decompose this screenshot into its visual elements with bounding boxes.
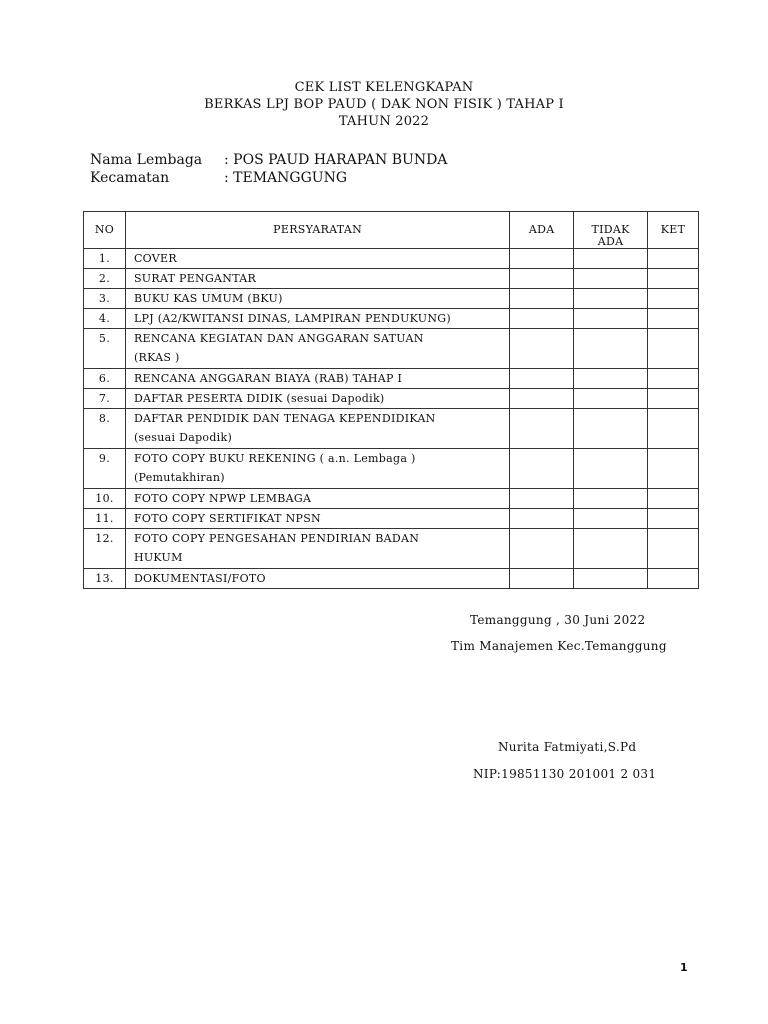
row-requirement xyxy=(125,309,509,329)
row-number: 5. xyxy=(84,329,126,369)
tidak-ada-cell xyxy=(574,529,648,569)
signature-name: Nurita Fatmiyati,S.Pd xyxy=(498,740,637,754)
tidak-ada-cell xyxy=(574,569,648,589)
institution-name-label: Nama Lembaga xyxy=(90,152,203,168)
tidak-ada-cell xyxy=(574,489,648,509)
row-number: 2. xyxy=(84,269,126,289)
table-row xyxy=(84,249,699,269)
document-title xyxy=(0,79,768,130)
ada-cell xyxy=(510,509,574,529)
row-number: 12. xyxy=(84,529,126,569)
requirement-line-1: RENCANA KEGIATAN DAN ANGGARAN SATUAN xyxy=(133,332,424,345)
table-row xyxy=(84,289,699,309)
requirement-line-1: BUKU KAS UMUM (BKU) xyxy=(133,292,283,305)
ada-cell xyxy=(510,449,574,489)
requirement-line-1: DOKUMENTASI/FOTO xyxy=(133,572,266,585)
tidak-ada-cell xyxy=(574,309,648,329)
requirement-line-1: RENCANA ANGGARAN BIAYA (RAB) TAHAP I xyxy=(133,372,403,385)
tidak-ada-cell xyxy=(574,369,648,389)
row-number: 11. xyxy=(84,509,126,529)
row-requirement xyxy=(125,569,509,589)
row-requirement xyxy=(125,489,509,509)
row-number: 7. xyxy=(84,389,126,409)
ket-cell xyxy=(648,449,699,489)
requirement-line-1: FOTO COPY BUKU REKENING ( a.n. Lembaga ) xyxy=(133,452,416,465)
requirement-line-2: (sesuai Dapodik) xyxy=(133,431,233,444)
requirement-line-1: DAFTAR PESERTA DIDIK (sesuai Dapodik) xyxy=(133,392,385,405)
header-tidak-line1: TIDAK xyxy=(591,223,630,236)
ada-cell xyxy=(510,309,574,329)
requirement-line-1: LPJ (A2/KWITANSI DINAS, LAMPIRAN PENDUKUNG) xyxy=(133,312,451,325)
header-persyaratan: PERSYARATAN xyxy=(125,212,509,249)
institution-name-row xyxy=(90,151,447,169)
requirement-line-1: FOTO COPY SERTIFIKAT NPSN xyxy=(133,512,321,525)
row-number: 1. xyxy=(84,249,126,269)
title-line-1: CEK LIST KELENGKAPAN xyxy=(294,80,474,95)
requirement-line-2: (Pemutakhiran) xyxy=(133,471,225,484)
row-requirement xyxy=(125,529,509,569)
ada-cell xyxy=(510,389,574,409)
table-row xyxy=(84,309,699,329)
signature-team: Tim Manajemen Kec.Temanggung xyxy=(451,639,667,653)
ada-cell xyxy=(510,249,574,269)
ada-cell xyxy=(510,409,574,449)
ada-cell xyxy=(510,569,574,589)
ket-cell xyxy=(648,269,699,289)
tidak-ada-cell xyxy=(574,509,648,529)
table-row xyxy=(84,449,699,489)
table-row xyxy=(84,369,699,389)
row-number: 10. xyxy=(84,489,126,509)
row-requirement xyxy=(125,389,509,409)
district-label: Kecamatan xyxy=(90,170,170,186)
tidak-ada-cell xyxy=(574,449,648,489)
ket-cell xyxy=(648,289,699,309)
ket-cell xyxy=(648,569,699,589)
row-requirement xyxy=(125,449,509,489)
ada-cell xyxy=(510,529,574,569)
requirement-line-2: (RKAS ) xyxy=(133,351,180,364)
title-line-3: TAHUN 2022 xyxy=(338,114,430,129)
ket-cell xyxy=(648,329,699,369)
row-requirement xyxy=(125,329,509,369)
district-row xyxy=(90,169,447,187)
header-no: NO xyxy=(84,212,126,249)
ket-cell xyxy=(648,249,699,269)
table-row xyxy=(84,329,699,369)
header-tidak-ada xyxy=(574,212,648,249)
institution-name-value: : POS PAUD HARAPAN BUNDA xyxy=(224,152,448,168)
table-header-row xyxy=(84,212,699,249)
signature-place-date: Temanggung , 30 Juni 2022 xyxy=(470,613,646,627)
tidak-ada-cell xyxy=(574,409,648,449)
requirement-line-1: DAFTAR PENDIDIK DAN TENAGA KEPENDIDIKAN xyxy=(133,412,436,425)
requirement-line-1: FOTO COPY NPWP LEMBAGA xyxy=(133,492,312,505)
ket-cell xyxy=(648,309,699,329)
row-number: 9. xyxy=(84,449,126,489)
ada-cell xyxy=(510,289,574,309)
ada-cell xyxy=(510,369,574,389)
tidak-ada-cell xyxy=(574,289,648,309)
row-number: 6. xyxy=(84,369,126,389)
ket-cell xyxy=(648,489,699,509)
row-requirement xyxy=(125,409,509,449)
row-requirement xyxy=(125,269,509,289)
ada-cell xyxy=(510,329,574,369)
signature-nip: NIP:19851130 201001 2 031 xyxy=(473,767,657,781)
district-value: : TEMANGGUNG xyxy=(224,170,348,186)
ket-cell xyxy=(648,389,699,409)
table-row xyxy=(84,389,699,409)
tidak-ada-cell xyxy=(574,389,648,409)
header-tidak-line2: ADA xyxy=(597,235,624,248)
ket-cell xyxy=(648,409,699,449)
row-requirement xyxy=(125,509,509,529)
ket-cell xyxy=(648,529,699,569)
tidak-ada-cell xyxy=(574,329,648,369)
requirements-checklist-table xyxy=(83,211,699,589)
ket-cell xyxy=(648,369,699,389)
table-row xyxy=(84,409,699,449)
requirement-line-2: HUKUM xyxy=(133,551,183,564)
tidak-ada-cell xyxy=(574,269,648,289)
ada-cell xyxy=(510,269,574,289)
title-line-2: BERKAS LPJ BOP PAUD ( DAK NON FISIK ) TAHAP I xyxy=(204,97,564,112)
institution-identity xyxy=(90,151,447,187)
row-number: 8. xyxy=(84,409,126,449)
table-row xyxy=(84,569,699,589)
row-number: 4. xyxy=(84,309,126,329)
table-row xyxy=(84,489,699,509)
row-number: 13. xyxy=(84,569,126,589)
row-requirement xyxy=(125,289,509,309)
table-row xyxy=(84,529,699,569)
ada-cell xyxy=(510,489,574,509)
row-requirement xyxy=(125,249,509,269)
header-ada: ADA xyxy=(510,212,574,249)
tidak-ada-cell xyxy=(574,249,648,269)
row-requirement xyxy=(125,369,509,389)
header-ket: KET xyxy=(648,212,699,249)
table-row xyxy=(84,509,699,529)
requirement-line-1: FOTO COPY PENGESAHAN PENDIRIAN BADAN xyxy=(133,532,420,545)
requirement-line-1: COVER xyxy=(133,252,177,265)
page-number: 1 xyxy=(680,961,688,974)
row-number: 3. xyxy=(84,289,126,309)
ket-cell xyxy=(648,509,699,529)
table-row xyxy=(84,269,699,289)
requirement-line-1: SURAT PENGANTAR xyxy=(133,272,257,285)
